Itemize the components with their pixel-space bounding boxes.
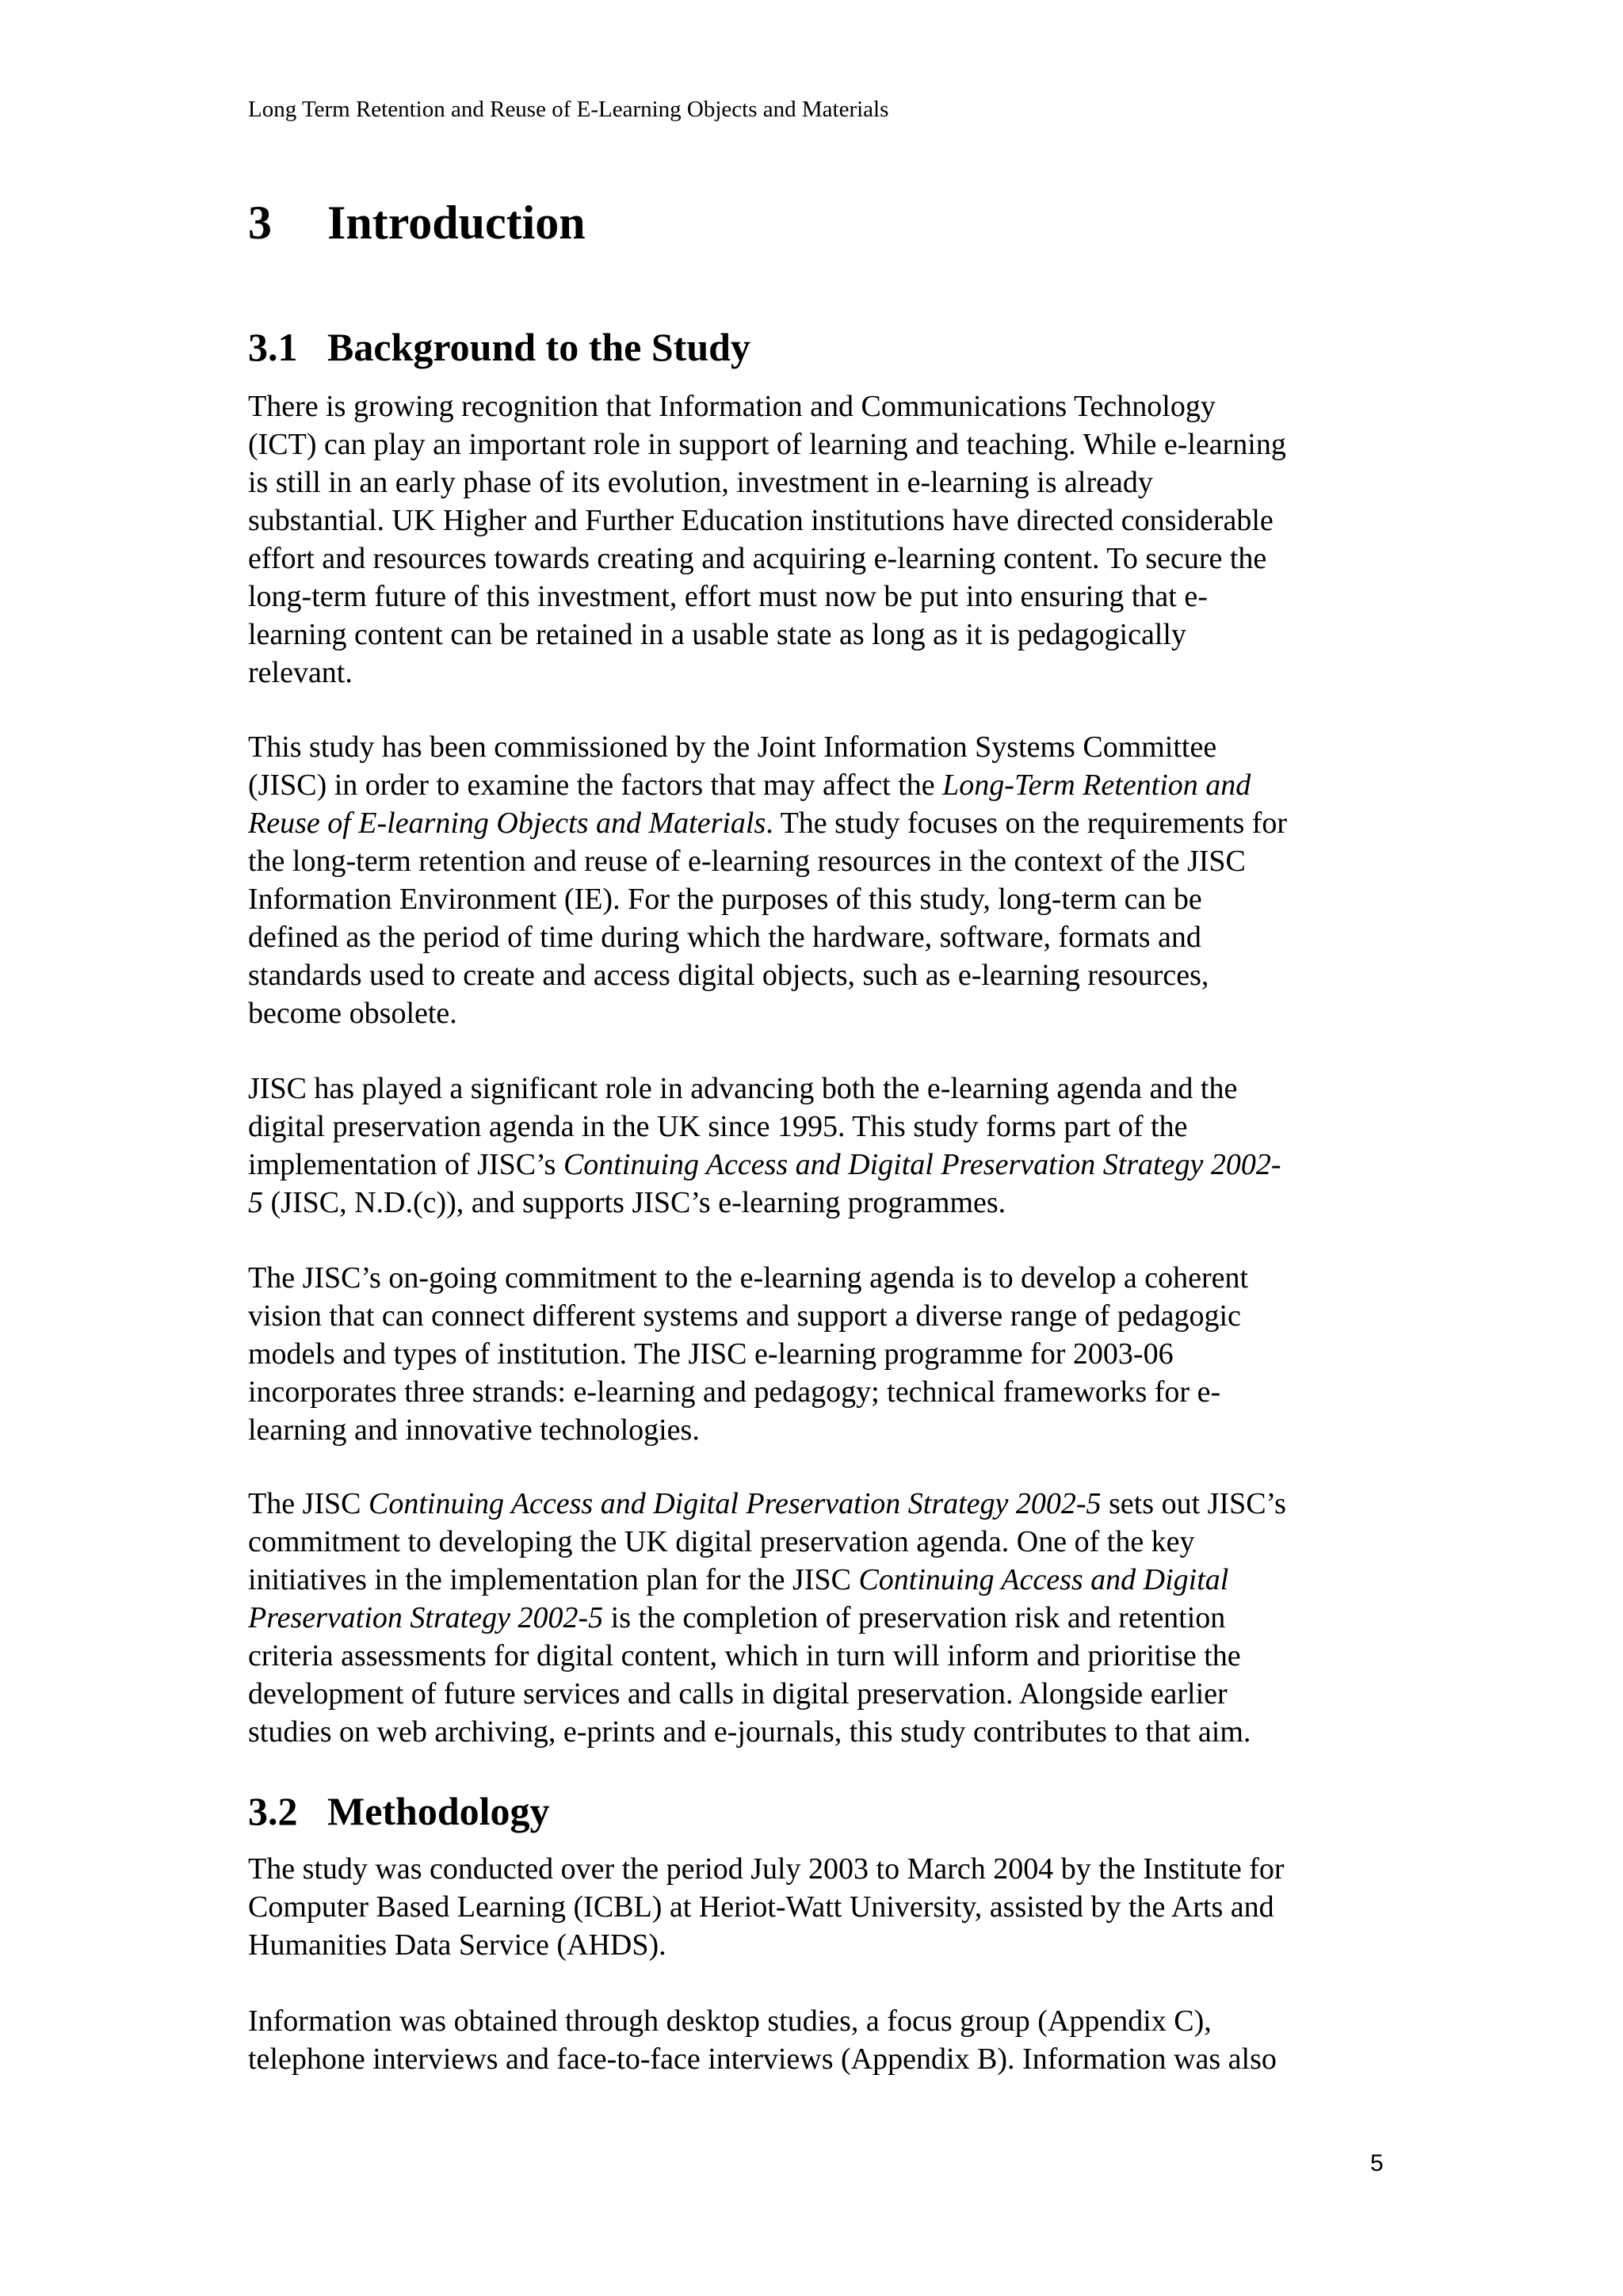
italic-title: Reuse of E-learning Objects and Materials bbox=[248, 807, 766, 840]
italic-title: Continuing Access and Digital Preservation Strategy 2002- bbox=[563, 1148, 1281, 1181]
text-line: development of future services and calls in digital preservation. Alongside earlier bbox=[248, 1677, 1228, 1711]
italic-title: Continuing Access and Digital Preservation Strategy 2002-5 bbox=[369, 1487, 1102, 1520]
paragraph-background-1 bbox=[248, 387, 1405, 692]
text-line: substantial. UK Higher and Further Education institutions have directed considerable bbox=[248, 504, 1274, 537]
italic-title: 5 bbox=[248, 1186, 263, 1219]
section-heading-background bbox=[248, 323, 750, 371]
text-line: digital preservation agenda in the UK since 1995. This study forms part of the bbox=[248, 1110, 1188, 1143]
section-number: 3.2 bbox=[248, 1789, 298, 1833]
text-line: effort and resources towards creating and acquiring e-learning content. To secure the bbox=[248, 542, 1267, 575]
page-number: 5 bbox=[1370, 2150, 1384, 2176]
text-line: vision that can connect different systems and support a diverse range of pedagogic bbox=[248, 1299, 1241, 1333]
chapter-heading bbox=[248, 195, 586, 250]
text-line: There is growing recognition that Information and Communications Technology bbox=[248, 390, 1216, 423]
text-line: defined as the period of time during which the hardware, software, formats and bbox=[248, 921, 1201, 954]
text-line: JISC has played a significant role in advancing both the e-learning agenda and the bbox=[248, 1072, 1238, 1105]
section-number: 3.1 bbox=[248, 325, 298, 369]
italic-title: Long-Term Retention and bbox=[942, 769, 1251, 802]
text-line: standards used to create and access digital objects, such as e-learning resources, bbox=[248, 959, 1209, 992]
text-line: The JISC Continuing Access and Digital Preservation Strategy 2002-5 sets out JISC’s bbox=[248, 1487, 1286, 1520]
text-line: learning and innovative technologies. bbox=[248, 1413, 700, 1447]
paragraph-methodology-2 bbox=[248, 2002, 1405, 2078]
text-line: The study was conducted over the period July 2003 to March 2004 by the Institute for bbox=[248, 1852, 1285, 1886]
text-line: relevant. bbox=[248, 656, 353, 689]
text-line: long-term future of this investment, effort must now be put into ensuring that e- bbox=[248, 580, 1208, 613]
text-line: the long-term retention and reuse of e-learning resources in the context of the JISC bbox=[248, 845, 1246, 878]
text-line: 5 (JISC, N.D.(c)), and supports JISC’s e-learning programmes. bbox=[248, 1186, 1006, 1219]
text-line: commitment to developing the UK digital preservation agenda. One of the key bbox=[248, 1525, 1195, 1558]
text-line: learning content can be retained in a usable state as long as it is pedagogically bbox=[248, 618, 1186, 651]
paragraph-background-3 bbox=[248, 1070, 1405, 1222]
chapter-title: Introduction bbox=[327, 196, 586, 249]
text-line: telephone interviews and face-to-face interviews (Appendix B). Information was also bbox=[248, 2042, 1277, 2076]
running-header: Long Term Retention and Reuse of E-Learning Objects and Materials bbox=[248, 97, 889, 122]
text-line: (JISC) in order to examine the factors that may affect the Long-Term Retention and bbox=[248, 769, 1251, 802]
text-line: implementation of JISC’s Continuing Access and Digital Preservation Strategy 2002- bbox=[248, 1148, 1281, 1181]
chapter-number: 3 bbox=[248, 196, 272, 249]
paragraph-background-5 bbox=[248, 1485, 1405, 1751]
text-line: (ICT) can play an important role in support of learning and teaching. While e-learning bbox=[248, 428, 1286, 461]
text-line: Reuse of E-learning Objects and Materials. The study focuses on the requirements for bbox=[248, 807, 1288, 840]
text-line: Computer Based Learning (ICBL) at Heriot-Watt University, assisted by the Arts and bbox=[248, 1890, 1274, 1924]
italic-title: Preservation Strategy 2002-5 bbox=[248, 1601, 604, 1634]
section-heading-methodology bbox=[248, 1787, 550, 1835]
text-line: criteria assessments for digital content, which in turn will inform and prioritise the bbox=[248, 1639, 1241, 1672]
paragraph-methodology-1 bbox=[248, 1850, 1405, 1964]
text-line: initiatives in the implementation plan for the JISC Continuing Access and Digital bbox=[248, 1563, 1229, 1596]
text-line: Humanities Data Service (AHDS). bbox=[248, 1928, 666, 1962]
text-line: Information was obtained through desktop studies, a focus group (Appendix C), bbox=[248, 2004, 1212, 2038]
text-line: models and types of institution. The JISC e-learning programme for 2003-06 bbox=[248, 1337, 1174, 1371]
text-line: become obsolete. bbox=[248, 997, 457, 1030]
paragraph-background-4 bbox=[248, 1259, 1405, 1449]
text-line: Preservation Strategy 2002-5 is the completion of preservation risk and retention bbox=[248, 1601, 1226, 1634]
text-line: The JISC’s on-going commitment to the e-learning agenda is to develop a coherent bbox=[248, 1261, 1249, 1295]
text-line: studies on web archiving, e-prints and e-journals, this study contributes to that aim. bbox=[248, 1715, 1251, 1749]
text-line: is still in an early phase of its evolution, investment in e-learning is already bbox=[248, 466, 1153, 499]
section-title: Background to the Study bbox=[327, 325, 750, 369]
paragraph-background-2 bbox=[248, 728, 1405, 1032]
section-title: Methodology bbox=[327, 1789, 550, 1833]
text-line: This study has been commissioned by the Joint Information Systems Committee bbox=[248, 730, 1217, 764]
text-line: incorporates three strands: e-learning and pedagogy; technical frameworks for e- bbox=[248, 1375, 1221, 1409]
text-line: Information Environment (IE). For the purposes of this study, long-term can be bbox=[248, 883, 1202, 916]
italic-title: Continuing Access and Digital bbox=[858, 1563, 1229, 1596]
